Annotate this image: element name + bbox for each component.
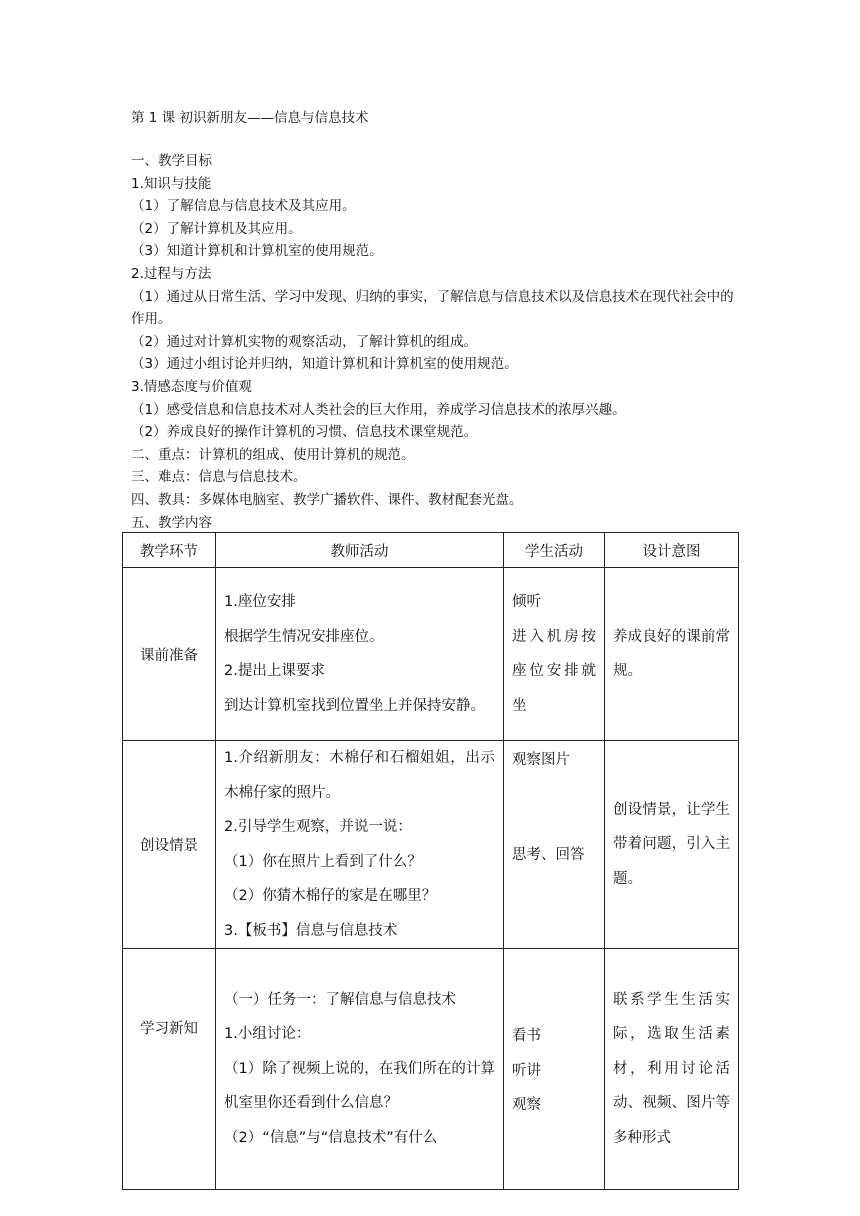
teacher-line: （1）除了视频上说的，在我们所在的计算机室里你还看到什么信息？: [224, 1060, 495, 1112]
column-header: 设计意图: [605, 533, 739, 568]
subheading-knowledge: 1.知识与技能: [131, 175, 212, 192]
table-row: [123, 741, 739, 949]
outline-line: （1）了解信息与信息技术及其应用。: [131, 198, 356, 215]
student-activity-cell: [504, 568, 605, 741]
teacher-line: 1.小组讨论：: [224, 1026, 311, 1043]
subheading-attitude: 3.情感态度与价值观: [131, 378, 252, 395]
stage-cell: 课前准备: [123, 568, 216, 741]
lesson-table: [122, 532, 739, 1190]
student-line: 听讲: [512, 1062, 541, 1079]
teacher-line: （1）你在照片上看到了什么？: [224, 853, 422, 870]
teacher-activity-cell: [216, 568, 504, 741]
section-heading-objectives: 一、教学目标: [131, 153, 212, 169]
teacher-line: 2.引导学生观察，并说一说：: [224, 819, 412, 835]
student-activity-cell: [504, 949, 605, 1190]
student-activity-cell: [504, 741, 605, 949]
section-difficulties: 三、难点：信息与信息技术。: [131, 469, 307, 486]
student-line: 观察: [512, 1097, 541, 1113]
outline-line: （3）知道计算机和计算机室的使用规范。: [131, 243, 383, 260]
outline-line: （3）通过小组讨论并归纳，知道计算机和计算机室的使用规范。: [131, 356, 518, 373]
outline-line: （1）通过从日常生活、学习中发现、归纳的事实，了解信息与信息技术以及信息技术在现代社会中的作用。: [131, 288, 734, 328]
section-content: 五、教学内容: [131, 514, 212, 531]
teacher-line: 到达计算机室找到位置坐上并保持安静。: [224, 697, 485, 714]
teacher-line: 根据学生情况安排座位。: [224, 628, 384, 645]
outline-line: （2）了解计算机及其应用。: [131, 220, 302, 237]
table-row: [123, 568, 739, 741]
column-header: 教师活动: [216, 533, 504, 568]
design-intent-cell: [605, 568, 739, 741]
student-line: 倾听: [512, 594, 541, 610]
lesson-outline: [131, 150, 751, 534]
teacher-line: 3.【板书】信息与信息技术: [224, 922, 398, 939]
section-teaching-aids: 四、教具：多媒体电脑室、教学广播软件、课件、教材配套光盘。: [131, 491, 523, 508]
teacher-line: （一）任务一：了解信息与信息技术: [224, 991, 456, 1008]
intent-text: 养成良好的课前常规。: [613, 628, 730, 679]
outline-line: （2）通过对计算机实物的观察活动，了解计算机的组成。: [131, 333, 478, 350]
student-line: 思考、回答: [512, 846, 585, 863]
intent-text: 创设情景，让学生带着问题，引入主题。: [613, 801, 730, 887]
teacher-activity-cell: [216, 949, 504, 1190]
teacher-activity-cell: [216, 741, 504, 949]
student-line: 看书: [512, 1028, 541, 1044]
student-line: 进入机房按座位安排就坐: [512, 628, 596, 714]
stage-cell: 学习新知: [123, 949, 216, 1190]
teacher-line: 2.提出上课要求: [224, 663, 325, 679]
design-intent-cell: [605, 949, 739, 1190]
section-key-points: 二、重点：计算机的组成、使用计算机的规范。: [131, 446, 415, 463]
design-intent-cell: [605, 741, 739, 949]
subheading-process: 2.过程与方法: [131, 265, 212, 282]
outline-line: （2）养成良好的操作计算机的习惯、信息技术课堂规范。: [131, 424, 478, 441]
table-header-row: [123, 533, 739, 568]
teacher-line: （2）你猜木棉仔的家是在哪里？: [224, 888, 437, 904]
student-line: 观察图片: [512, 752, 570, 768]
table-row: [123, 949, 739, 1190]
teacher-line: 1.座位安排: [224, 594, 296, 610]
stage-cell: 创设情景: [123, 741, 216, 949]
lesson-title: 第 1 课 初识新朋友——信息与信息技术: [131, 110, 369, 126]
column-header: 学生活动: [504, 533, 605, 568]
column-header: 教学环节: [123, 533, 216, 568]
intent-text: 联系学生生活实际，选取生活素材，利用讨论活动、视频、图片等多种形式: [613, 991, 730, 1146]
outline-line: （1）感受信息和信息技术对人类社会的巨大作用，养成学习信息技术的浓厚兴趣。: [131, 401, 626, 418]
teacher-line: （2）“信息”与“信息技术”有什么: [224, 1129, 438, 1146]
teacher-line: 1.介绍新朋友：木棉仔和石榴姐姐，出示木棉仔家的照片。: [224, 750, 495, 801]
